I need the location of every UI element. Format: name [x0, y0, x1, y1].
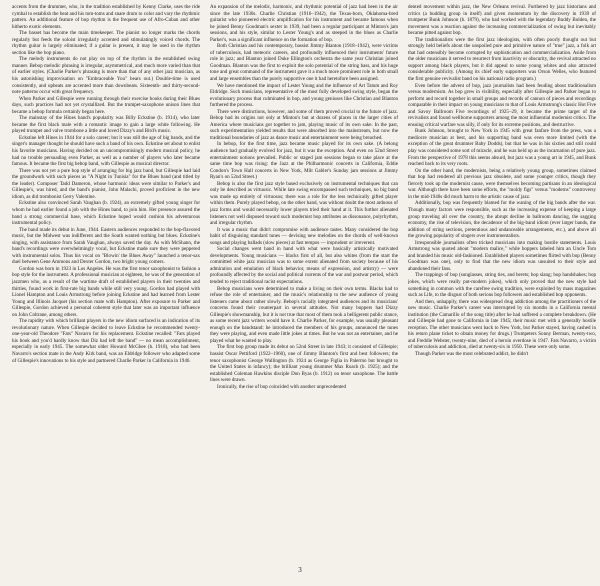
paragraph: The basset has become the main timekeeper. The pianist no longer marks the chords regularly but feeds the soloist irregularly accented and stimulatingly voiced chords. The rhythm guitar is largely eliminated; if a guitar is present, it may be used in the rhythm section like the bop piano.	[12, 30, 200, 56]
paragraph: Irresponsible journalists often tricked musicians into making hostile statements. Louis Armstrong was quoted about "modern malice," while boppers labeled him an Uncle Tom and branded his music old-fashioned. Established players sometimes flirted with bop (Benny Goodman was one), only to find that the new idiom was unsuited to their style and abandoned their fans.	[408, 239, 596, 272]
paragraph: accents from the drummer, who, in the tradition established by Kenny Clarke, uses the ride cymbal to establish the beat and his tom-toms and snare drum to color and vary the rhythmic pattern. An additional feature of bop rhythm is the frequent use of Afro-Cuban and other hitherto exotic elements.	[12, 4, 200, 30]
text-column-2	[210, 4, 398, 564]
paragraph: Both Christian and his contemporary, bassist Jimmy Blanton (1918–1942), were victims of tuberculosis, had meteoric careers, and profoundly influenced their instruments' future role in jazz; and Blanton joined Duke Ellington's orchestra the same year Christian joined Goodman. Blanton was the first to exploit the solo potential of the string bass, and his huge tone and great command of the instrument gave it a much more prominent role in both small and large ensembles than the purely supportive one it had heretofore been assigned.	[210, 43, 398, 83]
paragraph: Bebop musicians were determined to make a living on their own terms. Blacks had to refuse the role of entertainer, and the music's relationship to the new audience of young listeners came about rather slowly. Bebop's racially integrated audiences and its musicians' concerns found their counterpart in several attitudes. Not many boppers had Dizzy Gillespie's showmanship, but it is not true that most of them took a belligerent public stance, as some recent jazz writers would have it. Charlie Parker, for example, was usually pleasant enough on the bandstand: he introduced the members of his groups, announced the tunes they were playing, and even made little jokes at times. But he was not an entertainer, and he played what he wanted to play.	[210, 285, 398, 344]
paragraph: In bebop, for the first time, jazz became music played for its own sake. (A belong audience had gradually evolved for jazz, but it was the exception. And even on 52nd Street entertainment notions prevailed. Public or staged jam sessions began to take place at the same time bop was rising: the Jazz at the Philharmonic concerts in California, Eddie Condon's Town Hall concerts in New York, Milt Gabler's Sunday jam sessions at Jimmy Ryan's on 52nd Street.)	[210, 141, 398, 181]
paragraph: Social changes went hand in hand with what were basically artistically motivated developments. Young musicians — blacks first of all, but also whites (from the start the committed white jazz musician was to some extent alienated from society because of his admiration and emulation of black behavior, means of expression, and artistry) — were profoundly affected by the social and political currents of the war and postwar period, which tended to reject traditional racist expectations.	[210, 246, 398, 285]
paragraph: The first bop group made its debut on 52nd Street in late 1943; it consisted of Gillespie; bassist Oscar Pettiford (1922–1960), one of Jimmy Blanton's first and best followers; the tenor saxophonist George Wallington (b. 1924 as George Figlia in Palermo but brought to the United States in infancy); the brilliant young drummer Max Roach (b. 1925); and the established Coleman Hawkins disciple Don Byas (b. 1912) on tenor saxophone. The battle lines were drawn.	[210, 344, 398, 384]
paragraph: Though Parker was the most celebrated addict, he didn't	[415, 350, 529, 357]
paragraph: Bunk Johnson, brought to New York in 1945 with great fanfare from the press, was a mediocre musician at best, and his supporting band was even more limited (with the exception of the great drummer Baby Dodds), but that he was in his sixties and still could play was considered some sort of miracle, and he was held up as the incarnation of pure jazz. From the perspective of 1978 this seems absurd, but jazz was a young art in 1945, and Bunk reached back to its very roots.	[408, 128, 596, 168]
paragraph: Eckstine left Hines in 1944 for a solo career; but it was still the age of big bands, and the singer's manager thought he should have such a band of his own. Eckstine set about to enlist his favorite musicians. Having decided on an uncompromisingly modern musical policy, he had no trouble persuading even Parker, as well as a number of players who later became famous. It became the first big bebop band, with Gillespie as musical director.	[12, 134, 200, 168]
page-number: 3	[298, 566, 302, 574]
paragraph: Even before the advent of bop, jazz journalists had been feuding about traditionalism versus modernism. As bop grew in visibility, especially after Gillespie and Parker began to perform and record together in small groups and records of cannon of pieces and recordings comparable in their impact on young musicians to that of Louis Armstrong's classic Hot Five and Savoy Ballroom Five recordings of 1925–29, it became the prime target of the revivalists and found wellborne supporters among the most influential modernist critics. The ensuing critical warfare was silly, if only for its extreme positions, and destructive.	[408, 82, 596, 128]
text-column-3	[408, 4, 596, 564]
paragraph: dented movement within jazz, the New Orleans revival. Furthered by jazz historians and critics (a budding group in itself) and given momentum by the discovery in 1939 of trumpeter Bunk Johnson (b. 1879), who had worked with the legendary Buddy Bolden, the movement was a reaction against the increasing commercialization of swing but inevitably became pitted against bop.	[408, 4, 596, 37]
paragraph: The rapidity with which brilliant players in the new idiom surfaced is an indication of its revolutionary nature. When Gillespie decided to leave Eckstine he recommended twenty-one-year-old Theodore "Fats" Navarro for his replacement. Eckstine recalled: "Fats played his book and you'd hardly know that Diz had left the band" — no mean accomplishment, especially in early 1945. The somewhat older Howard McGhee (b. 1918), who had been Navarro's section mate in the Andy Kirk band, was an Eldridge follower who adapted some of Gillespie's innovations to his style and partnered Charlie Parker in California in 1946.	[12, 318, 200, 364]
paragraph: Bebop is also the first jazz style based exclusively on instrumental techniques that can only be described as virtuosic. While late swing encompassed such techniques, no big band was made up entirely of virtuosos; there was a role for the less technically gifted player within them. Purely played bebop, on the other hand, was without doubt the most arduous of jazz forms and would necessarily lower players tried their hand at it. This further alienated listeners not well disposed toward such modernist bop attributes as dissonance, polyrhythm, and irregular rhythm.	[210, 180, 398, 227]
paragraph: Ironically, the rise of bop coincided with another unprecedented	[217, 383, 347, 390]
paragraph: Eckstine also convinced Sarah Vaughan (b. 1924), an extremely gifted young singer for whom he had earlier found a job with the Hines band, to join him. Her presence assured the band a strong commercial base, which Eckstine hoped would cushion his adventurous instrumental policy.	[12, 200, 200, 227]
paragraph: On the other hand, the modernists, being a relatively young group, sometimes claimed that bop had rendered all previous jazz obsolete, and some younger critics, though they fiercely took up the modernist cause, were themselves becoming partisans in an ideological war. Although there have been some efforts, the "moldy figs" versus "moderns" controversy in the mid-1940s did much harm to the artistic cause of jazz.	[408, 167, 596, 200]
paragraph: There was not yet a pure bop style of arranging for big jazz band, but Gillespie had laid the groundwork with such pieces as "A Night in Tunisia" for the Blues band (and titled by the leader). Composer Tadd Dameron, whose harmonic ideas were similar to Parker's and Gillespie's, was hired, and the band's pianist, John Malachi, proved proficient in the new idiom, as did trombonist Gerry Valentine.	[12, 167, 200, 200]
text-column-1	[12, 4, 200, 564]
paragraph: There were distinctions, however, and some of them proved crucial to the future of jazz. Bebop had its origins not only at Minton's but at dozens of places in the larger cities of America where musicians got together to jam, playing music of its own sake. In the past, such experimentation yielded results that were absorbed into the mainstream, but now the traditional boundaries of jazz as dance music and entertainment were being breached.	[210, 108, 398, 141]
paragraph: Gordon was born in 1923 in Los Angeles. He was the first tenor saxophonist to fashion a bop style for the instrument. A professional musician at eighteen, he was of the generation of jazzmen who, as a result of the wartime draft of established players in their twenties and thirties, found work in first-rate big bands while still very young. Gordon had played with Lionel Hampton and Louis Armstrong before joining Eckstine and had learned from Lester Young and Illinois Jacquet (his section mate with Hampton). After exposure to Parker and Gillespie, Gordon achieved a personal coherent style that later was an important influence on John Coltrane, among others.	[12, 265, 200, 318]
paragraph: Additionally, bop was frequently blamed for the waning of the big bands after the war. Though many factors were responsible, such as the increasing expense of keeping a large group traveling all over the country, the abrupt decline in ballroom dancing, the sagging economy, the rise of television, the decadence of the big-band idiom (ever larger bands, the addition of string sections, pretentious and undanceable arrangements, etc.), and above all the growing popularity of singers over instrumentalists.	[408, 200, 596, 240]
paragraph: An expansion of the melodic, harmonic, and rhythmic potential of jazz had been in the air since the late 1930s. Charlie Christian (1916–1942), the Texas-born, Oklahoma-bred guitarist who pioneered electric amplification for his instrument and became famous when he joined Benny Goodman's sextet in 1939, had been a regular participant at Minton's jam sessions, and his style, similar to Lester Young's and as steeped in the blues as Charlie Parker's, was a significant influence on the formation of bop.	[210, 4, 398, 43]
paragraph: We have mentioned the impact of Lester Young and the influence of Art Tatum and Roy Eldridge. Such musicians, representative of the most fully developed swing style, began the evolutionary process that culminated in bop, and young geniuses like Christian and Blanton furthered the process.	[210, 82, 398, 109]
paragraph: The melody instruments do not play on top of the rhythm in the established swing manner. Bebop melodic phrasing is irregular, asymmetrical, and much more varied than that of earlier styles. (Charlie Parker's phrasing is more than that of any other jazz musician, as his astonishing improvisation on "Embraceable You" bears out.) Double-time is used consistently, and upbeats are accented more than downbeats. Sixteenth- and thirty-second-note patterns occur with great frequency.	[12, 56, 200, 96]
paragraph: The mainstay of the Hines band's popularity was Billy Eckstine (b. 1914), who later became the first black male with a romantic image to gain a large white following. He played trumpet and valve trombone a little and loved Dizzy's and Bird's music.	[12, 115, 200, 135]
text-columns	[12, 4, 596, 564]
paragraph: And then, unhappily, there was widespread drug addiction among the practitioners of the new music. Charlie Parker's career was interrupted by six months in a California mental institution (the Camarillo of the song title) after he had suffered a complete breakdown. (He and Gillespie had gone to California in late 1945; their music met with a generally hostile reception. The other musicians went back to New York, but Parker stayed, having cashed in his return plane ticket to obtain money for drugs.) Trumpeters Sonny Berman, twenty-two, and Freddie Webster, twenty-nine, died of a heroin overdose in 1947. Fats Navarro, a victim of tuberculosis and addiction, died at twenty-six in 1950. These were only some.	[408, 298, 596, 351]
paragraph: The traditionalists were the first jazz ideologists, with often poorly thought out but strongly held beliefs about the unspoiled pure and primitive nature of "true" jazz, a folk art that had ostensibly become corrupted by sophistication and commercialization. Aside from the older musicians it served to resurrect from inactivity or obscurity, the revival attracted no support among black players, but it did appeal to some young whites and also attracted considerable publicity. (Among its chief early supporters was Orson Welles, who featured the first genuine revivalist band on his national radio program.)	[408, 36, 596, 83]
paragraph: The trappings of bop (sunglasses, string ties, and berets; bop slang; bop handshakes; bop jokes, which were really put-modern jokes), which only proved that the new style had something in common with the carefree swing tradition, were exploited by mass magazines such as Life, to the disgust of both serious bop followers and established bop opponents.	[408, 272, 596, 299]
paragraph: It was a music that didn't compromise with audience tastes. Many considered the bop habit of disguising standard tunes — devising new melodies on the chords of well-known songs and playing ballads (slow pieces) at fast tempos — imprudent or irreverent.	[210, 226, 398, 246]
paragraph: When Parker and Gillespie were running through their exercise books during their Blues days, such practices had not yet crystallized. But the trumpet-saxophone unison lines that became a bebop formula certainly began here.	[12, 95, 200, 115]
paragraph: The band made its debut in June, 1944. Eastern audiences responded to the bop-flavored music, but the Midwest was indifferent and the South wanted nothing but blues. Eckstine's singing, with assistance from Sarah Vaughan, always saved the day. As with McShann, the band's recordings were overwhelmingly vocal, but Eckstine made sure they were peppered with instrumental solos. Thus his vocal on "Blowin' the Blues Away" launched a tenor-sax duel between Gene Ammons and Dexter Gordon, two bright young comers.	[12, 226, 200, 266]
